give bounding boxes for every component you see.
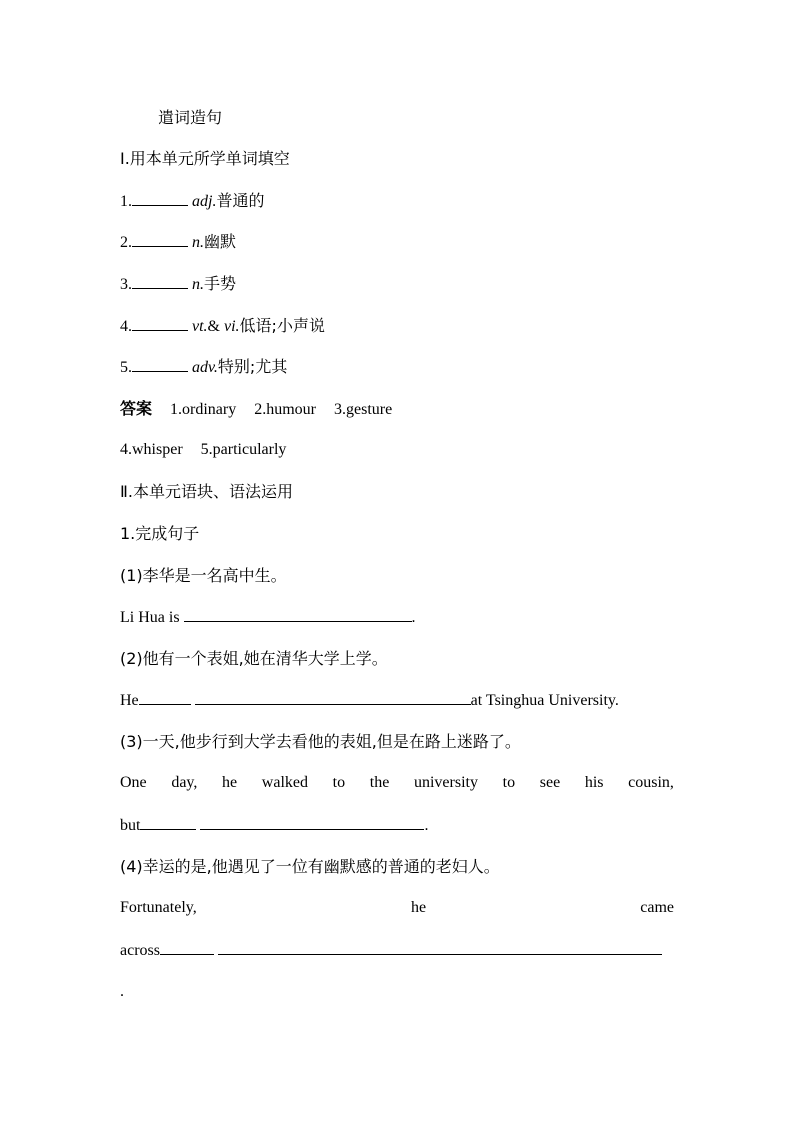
vocab-item-4: [120, 316, 325, 337]
sentence-2-chinese: (2)他有一个表姐,她在清华大学上学。: [120, 649, 388, 668]
item-number: 3.: [120, 276, 132, 293]
answer-blank[interactable]: [140, 815, 196, 830]
answer-blank[interactable]: [132, 232, 188, 247]
answer-4: 4.whisper: [120, 441, 183, 458]
sentence-end: .: [424, 817, 429, 834]
sentence-2-english: [120, 690, 619, 711]
answer-blank[interactable]: [200, 815, 424, 830]
part-of-speech: adv.: [192, 359, 218, 376]
word: walked: [261, 774, 308, 791]
meaning: 普通的: [216, 191, 265, 210]
sentence-text: He: [120, 692, 139, 709]
word: One: [120, 774, 147, 791]
answer-line-1: [120, 399, 392, 420]
answer-blank[interactable]: [218, 940, 662, 955]
answer-3: 3.gesture: [334, 401, 393, 418]
word: cousin,: [628, 774, 674, 791]
answer-line-2: [120, 440, 286, 460]
part-of-speech-2: vi.: [224, 318, 240, 335]
word: his: [584, 774, 604, 791]
answer-blank[interactable]: [132, 357, 188, 372]
section-1-heading: Ⅰ.用本单元所学单词填空: [120, 149, 290, 168]
part-of-speech: adj.: [192, 193, 217, 210]
answer-5: 5.particularly: [200, 441, 287, 458]
item-number: 2.: [120, 234, 132, 251]
meaning: 手势: [204, 274, 237, 293]
section-2-heading: Ⅱ.本单元语块、语法运用: [120, 482, 293, 501]
page-title: 遣词造句: [158, 108, 223, 127]
word: the: [369, 774, 390, 791]
ampersand: &: [207, 318, 224, 335]
sentence-1-chinese: (1)李华是一名高中生。: [120, 566, 287, 585]
sentence-text: Li Hua is: [120, 609, 184, 626]
sentence-4-chinese: (4)幸运的是,他遇见了一位有幽默感的普通的老妇人。: [120, 857, 500, 876]
answer-blank[interactable]: [160, 940, 214, 955]
word: university: [413, 774, 478, 791]
vocab-item-5: [120, 357, 287, 378]
meaning: 低语;小声说: [239, 316, 325, 335]
item-number: 1.: [120, 193, 132, 210]
sentence-4-continuation: [120, 940, 662, 961]
part-of-speech: n.: [192, 234, 204, 251]
answer-1: 1.ordinary: [170, 401, 237, 418]
word: day,: [171, 774, 198, 791]
sentence-text: but: [120, 817, 141, 834]
answer-blank[interactable]: [132, 274, 188, 289]
sentence-end: at Tsinghua University.: [470, 692, 619, 709]
answer-blank[interactable]: [132, 316, 188, 331]
answer-blank[interactable]: [139, 690, 191, 705]
meaning: 特别;尤其: [217, 357, 288, 376]
meaning: 幽默: [204, 232, 237, 251]
sentence-3-continuation: [120, 815, 428, 836]
part-of-speech: vt.: [192, 318, 208, 335]
sentence-3-chinese: (3)一天,他步行到大学去看他的表姐,但是在路上迷路了。: [120, 732, 521, 751]
sentence-text: across: [120, 942, 160, 959]
word: he: [410, 899, 427, 916]
part-of-speech: n.: [192, 276, 204, 293]
answer-blank[interactable]: [184, 607, 412, 622]
sentence-end: .: [411, 609, 416, 626]
sentence-4-english: [120, 898, 674, 918]
word: to: [502, 774, 516, 791]
word: see: [539, 774, 561, 791]
subsection-heading: 1.完成句子: [120, 524, 200, 543]
answer-2: 2.humour: [254, 401, 316, 418]
word: he: [222, 774, 238, 791]
item-number: 4.: [120, 318, 132, 335]
sentence-1-english: [120, 607, 416, 628]
sentence-4-end: .: [120, 983, 124, 1000]
word: to: [332, 774, 346, 791]
item-number: 5.: [120, 359, 132, 376]
vocab-item-3: [120, 274, 236, 295]
answer-blank[interactable]: [195, 690, 471, 705]
word: came: [640, 899, 674, 916]
answer-blank[interactable]: [132, 191, 188, 206]
vocab-item-1: [120, 191, 264, 212]
answer-label: 答案: [120, 399, 153, 418]
word: Fortunately,: [120, 899, 197, 916]
sentence-3-english: [120, 773, 674, 793]
vocab-item-2: [120, 232, 236, 253]
